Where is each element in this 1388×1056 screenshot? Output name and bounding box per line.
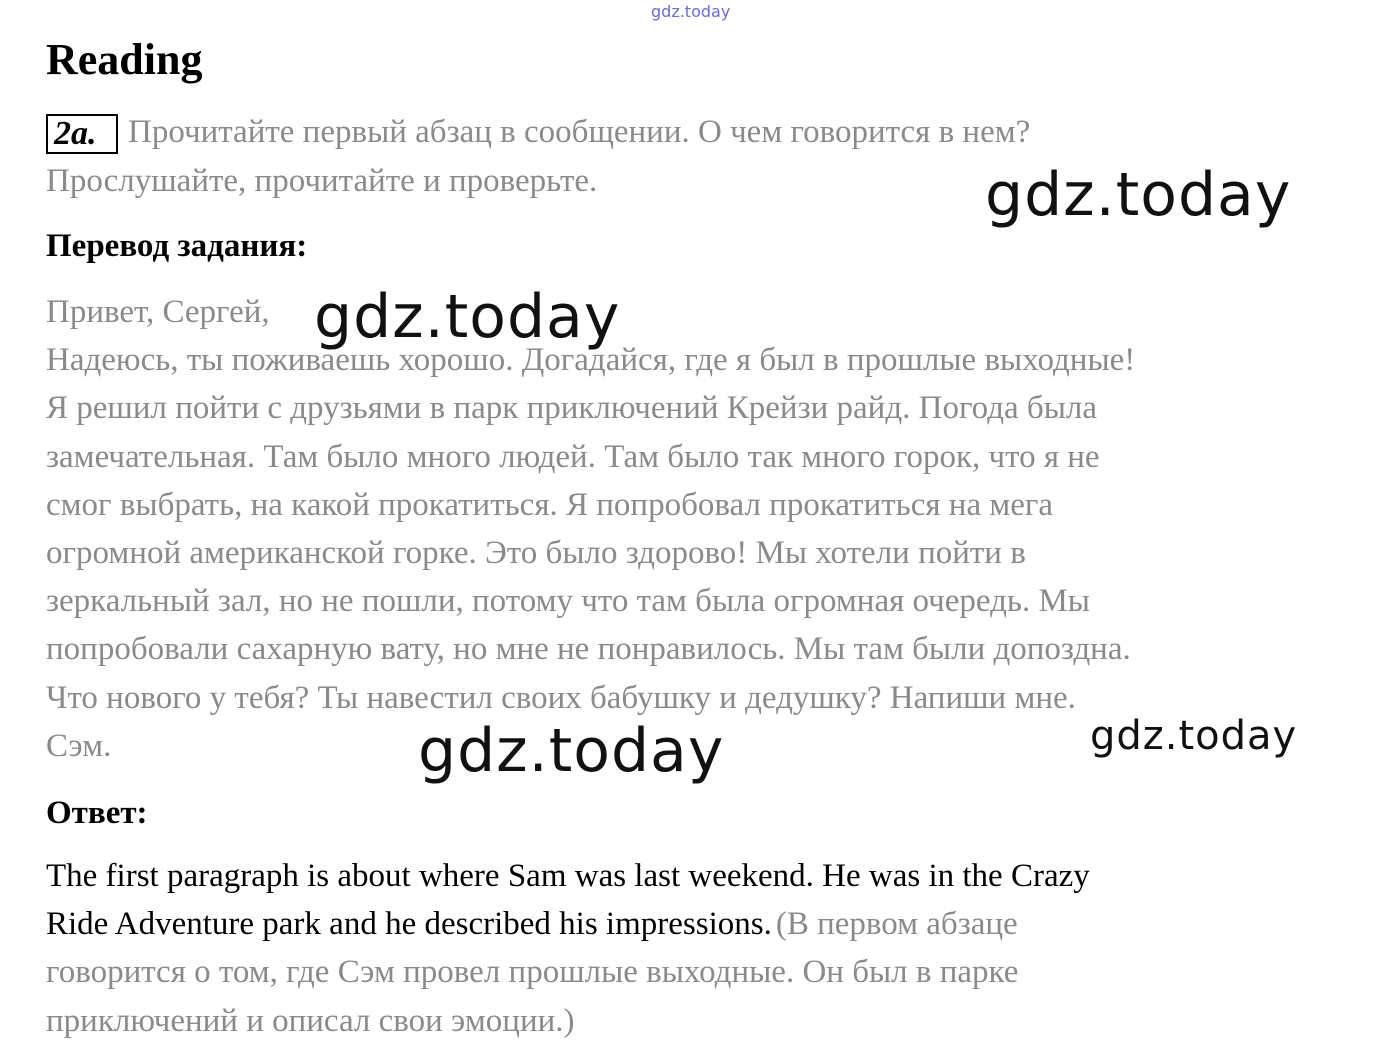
translation-line: замечательная. Там было много людей. Там было так много горок, что я не — [46, 439, 1100, 475]
task-number-badge: 2a. — [46, 114, 118, 154]
answer-russian-line-4: приключений и описал свои эмоции.) — [46, 1003, 575, 1039]
watermark: gdz.today — [418, 716, 725, 786]
translation-line: зеркальный зал, но не пошли, потому что там была огромная очередь. Мы — [46, 583, 1090, 619]
watermark: gdz.today — [985, 160, 1292, 230]
translation-line: попробовали сахарную вату, но мне не понравилось. Мы там были допоздна. — [46, 631, 1131, 667]
translation-line: Привет, Сергей, — [46, 294, 270, 330]
site-mark: gdz.today — [651, 2, 731, 21]
section-heading: Reading — [46, 35, 203, 84]
answer-english-line-2: Ride Adventure park and he described his impressions. — [46, 906, 772, 942]
task-instruction-line-1: Прочитайте первый абзац в сообщении. О чем говорится в нем? — [128, 114, 1031, 150]
answer-english-line-1: The first paragraph is about where Sam was last weekend. He was in the Crazy — [46, 858, 1090, 894]
answer-line-2 — [46, 906, 1018, 943]
translation-line: смог выбрать, на какой прокатиться. Я попробовал прокатиться на мега — [46, 487, 1054, 523]
task-instruction-line-2: Прослушайте, прочитайте и проверьте. — [46, 163, 598, 199]
translation-line: Я решил пойти с друзьями в парк приключений Крейзи райд. Погода была — [46, 390, 1097, 426]
translation-line: огромной американской горке. Это было здорово! Мы хотели пойти в — [46, 535, 1026, 571]
watermark: gdz.today — [1090, 713, 1298, 759]
translation-line: Что нового у тебя? Ты навестил своих бабушку и дедушку? Напиши мне. — [46, 680, 1076, 716]
translation-signature: Сэм. — [46, 728, 112, 764]
watermark: gdz.today — [314, 282, 621, 352]
answer-russian-line-2: (В первом абзаце — [775, 906, 1018, 942]
answer-label: Ответ: — [46, 795, 148, 831]
translation-line: Надеюсь, ты поживаешь хорошо. Догадайся, где я был в прошлые выходные! — [46, 342, 1136, 378]
answer-russian-line-3: говорится о том, где Сэм провел прошлые выходные. Он был в парке — [46, 954, 1019, 990]
translation-label: Перевод задания: — [46, 228, 308, 264]
